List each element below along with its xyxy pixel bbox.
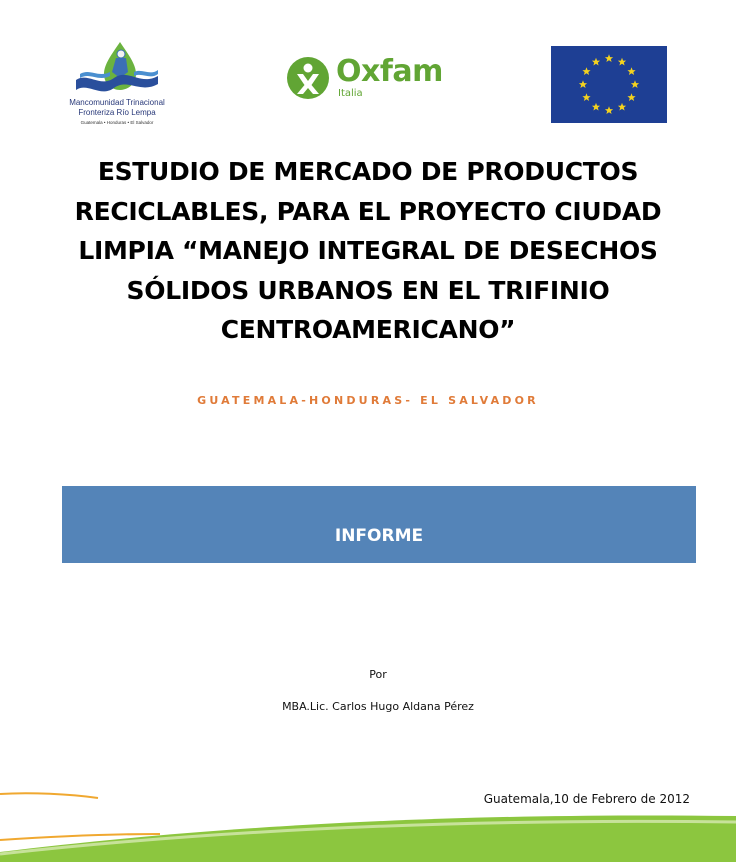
informe-banner [62,486,696,563]
decorative-swoosh [0,770,736,862]
eu-stars-icon [551,46,667,123]
mancomunidad-name-line2: Fronteriza Río Lempa [78,108,156,117]
mancomunidad-name-line1: Mancomunidad Trinacional [69,98,165,107]
eu-star-icon [579,80,587,88]
por-label: Por [369,668,387,681]
author-name: MBA.Lic. Carlos Hugo Aldana Pérez [282,700,474,713]
title-line: LIMPIA “MANEJO INTEGRAL DE DESECHOS [78,236,658,265]
eu-star-icon [627,93,635,101]
oxfam-italia-label: Italia [338,88,363,99]
eu-star-icon [605,54,613,62]
oxfam-logo [286,54,446,106]
eu-star-icon [582,93,590,101]
title-line: CENTROAMERICANO” [220,315,516,344]
banner-label: INFORME [334,526,424,546]
mancomunidad-logo [62,38,172,132]
countries-subtitle: GUATEMALA-HONDURAS- EL SALVADOR [197,394,539,407]
title-line: RECICLABLES, PARA EL PROYECTO CIUDAD [74,196,662,226]
mancomunidad-countries: Guatemala • Honduras • El Salvador [80,120,154,125]
eu-star-icon [592,58,600,66]
eu-star-icon [582,67,590,75]
title-line: ESTUDIO DE MERCADO DE PRODUCTOS [97,157,639,186]
eu-star-icon [605,106,613,114]
oxfam-emblem-icon [286,56,330,100]
eu-star-icon [631,80,639,88]
title-line: SÓLIDOS URBANOS EN EL TRIFINIO [126,275,610,305]
mancomunidad-emblem-icon [76,38,158,98]
eu-flag [551,46,667,123]
document-date: Guatemala,10 de Febrero de 2012 [483,792,690,806]
eu-star-icon [592,103,600,111]
eu-star-icon [627,67,635,75]
eu-star-icon [618,58,626,66]
document-title [70,152,666,350]
eu-star-icon [618,103,626,111]
oxfam-wordmark: Oxfam [336,54,443,89]
